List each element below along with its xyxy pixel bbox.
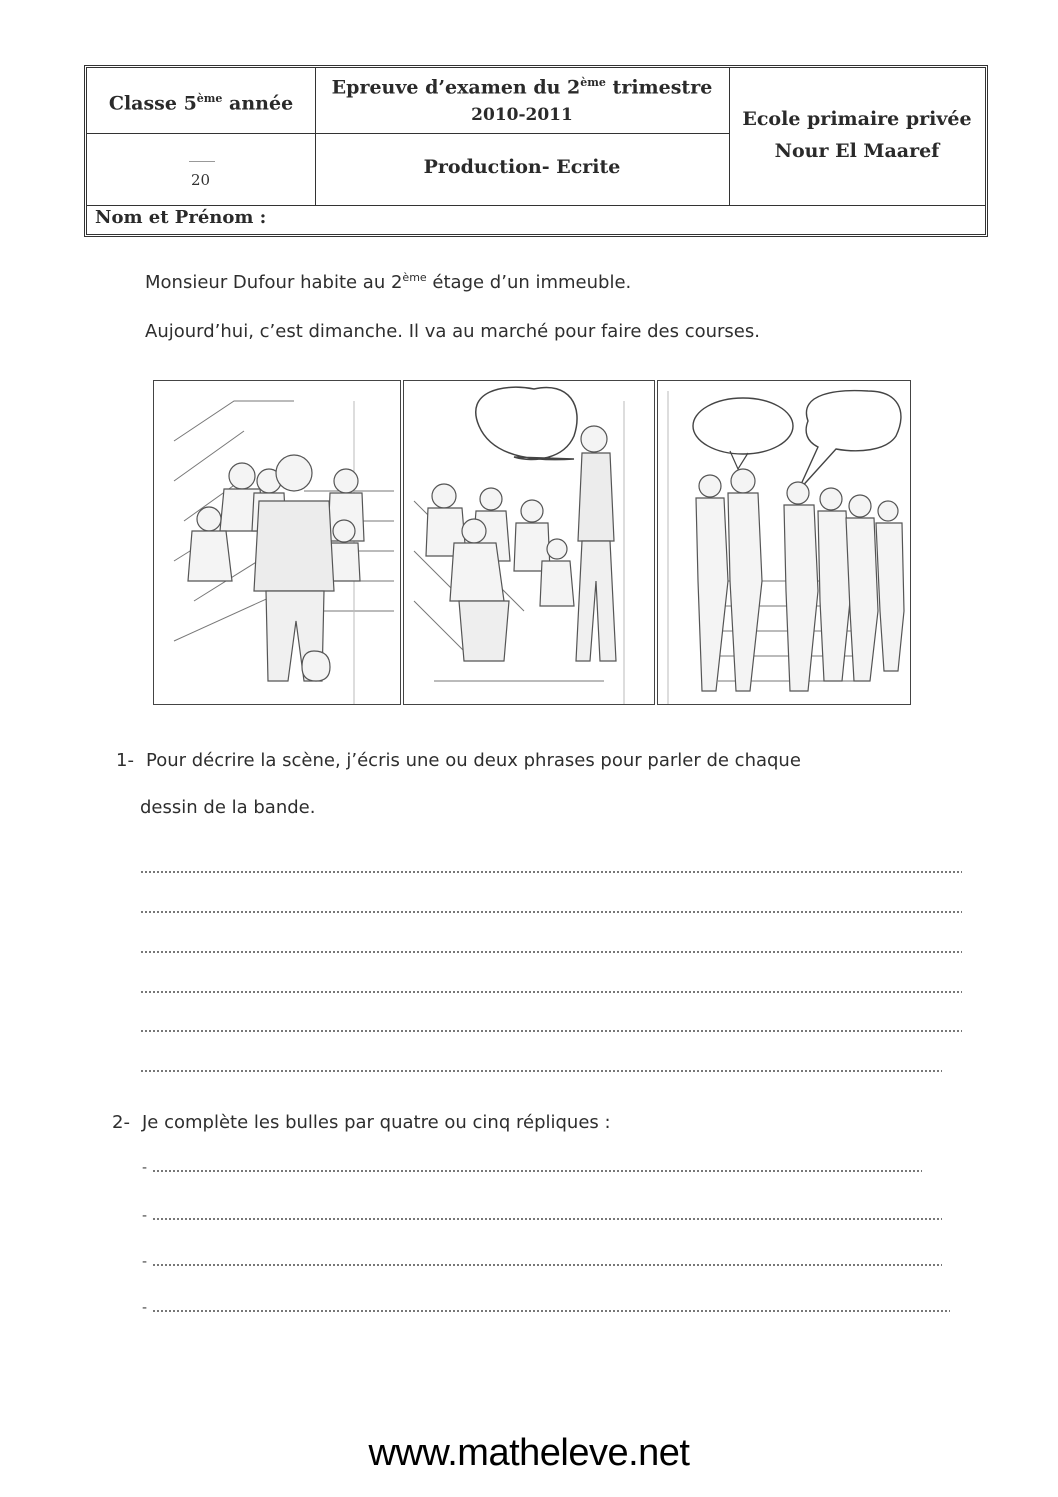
speech-bubble-left bbox=[693, 398, 793, 454]
answer-line-1[interactable] bbox=[140, 871, 962, 873]
answer-line-3[interactable] bbox=[140, 951, 962, 953]
intro-line-2: Aujourd’hui, c’est dimanche. Il va au marché pour faire des courses. bbox=[145, 321, 760, 342]
reply-line-2[interactable] bbox=[152, 1218, 942, 1220]
question-2-text: Je complète les bulles par quatre ou cinq répliques : bbox=[142, 1112, 611, 1133]
reply-line-3[interactable] bbox=[152, 1264, 942, 1266]
question-2-number: 2- bbox=[112, 1112, 130, 1133]
question-1 bbox=[116, 750, 801, 771]
answer-line-4[interactable] bbox=[140, 991, 962, 993]
question-1-text-line-2: dessin de la bande. bbox=[140, 797, 316, 818]
reply-line-1[interactable] bbox=[152, 1170, 922, 1172]
reply-dash-3: - bbox=[142, 1254, 148, 1270]
intro-line-1: Monsieur Dufour habite au 2ème étage d’un immeuble. bbox=[145, 271, 632, 293]
school-name-line1: Ecole primaire privée bbox=[742, 108, 972, 130]
score-total: 20 bbox=[191, 171, 211, 189]
comic-panel-1 bbox=[153, 380, 401, 705]
class-label: Classe 5ème année bbox=[108, 92, 294, 115]
school-name-line2: Nour El Maaref bbox=[774, 140, 940, 162]
subject-title: Production- Ecrite bbox=[423, 156, 621, 178]
speech-bubble bbox=[476, 387, 577, 460]
question-2 bbox=[112, 1112, 611, 1133]
staircase-scene-illustration bbox=[154, 381, 401, 705]
question-1-number: 1- bbox=[116, 750, 134, 771]
reply-dash-1: - bbox=[142, 1160, 148, 1176]
name-label: Nom et Prénom : bbox=[95, 207, 267, 228]
answer-line-5[interactable] bbox=[140, 1030, 962, 1032]
neighbors-scene-illustration bbox=[404, 381, 655, 705]
answer-line-6[interactable] bbox=[140, 1070, 942, 1072]
header-table bbox=[84, 65, 988, 237]
comic-panel-2 bbox=[403, 380, 655, 705]
exam-year: 2010-2011 bbox=[471, 105, 573, 125]
name-field[interactable] bbox=[277, 207, 977, 233]
group-conversation-illustration bbox=[658, 381, 911, 705]
comic-strip bbox=[153, 380, 911, 705]
website-watermark[interactable]: www.matheleve.net bbox=[368, 1432, 690, 1474]
exam-title: Epreuve d’examen du 2ème trimestre bbox=[331, 76, 713, 99]
reply-dash-2: - bbox=[142, 1208, 148, 1224]
reply-dash-4: - bbox=[142, 1300, 148, 1316]
speech-bubble-right bbox=[798, 391, 901, 491]
reply-line-4[interactable] bbox=[152, 1310, 950, 1312]
answer-line-2[interactable] bbox=[140, 911, 962, 913]
comic-panel-3 bbox=[657, 380, 911, 705]
question-1-text: Pour décrire la scène, j’écris une ou deux phrases pour parler de chaque bbox=[146, 750, 801, 771]
score-box bbox=[87, 133, 315, 205]
